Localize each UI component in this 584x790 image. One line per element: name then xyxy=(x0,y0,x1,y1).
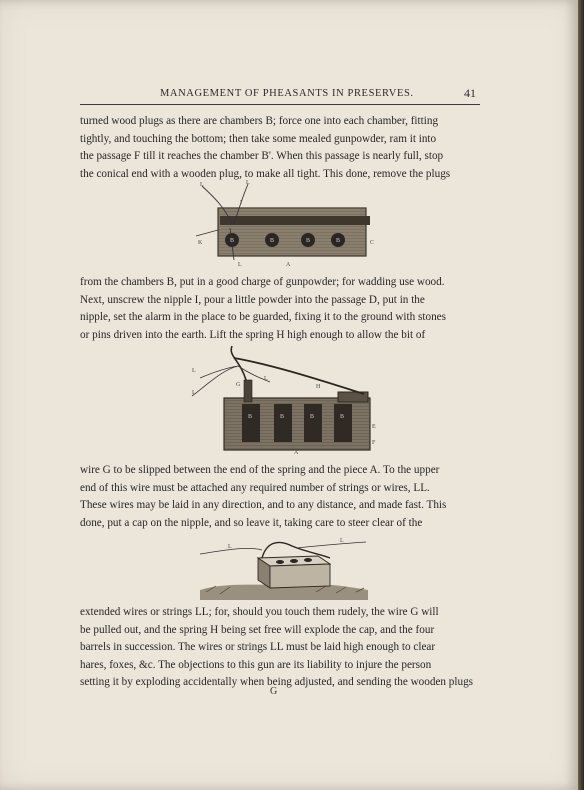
text-line: turned wood plugs as there are chambers B; force one into each chamber, fitting xyxy=(80,115,439,127)
text-line: tightly, and touching the bottom; then take some mealed gunpowder, ram it into xyxy=(80,132,437,145)
running-head xyxy=(80,86,480,105)
text-line: hares, foxes, &c. The objections to this gun are its liability to injure the person xyxy=(80,658,432,671)
text-line: from the chambers B, put in a good charge of gunpowder; for wadding use wood. xyxy=(80,276,445,288)
text-line: setting it by exploding accidentally when being adjusted, and sending the wooden plugs xyxy=(80,676,474,689)
fig2-label-h: H xyxy=(316,384,321,390)
fig1-label-k: K xyxy=(198,240,203,246)
fig1-label-b: B xyxy=(336,238,341,244)
chamber-hole xyxy=(290,559,298,563)
trip-wire xyxy=(296,542,366,548)
fig2-label-b: B xyxy=(340,414,345,420)
text-line: or pins driven into the earth. Lift the spring H high enough to allow the bit of xyxy=(80,328,426,341)
paragraph-1 xyxy=(80,113,480,183)
fig3-label-l: L xyxy=(340,538,344,544)
barrel-chamber xyxy=(334,404,352,442)
fig2-label-a: A xyxy=(294,450,299,455)
text-line: the passage F till it reaches the chamber B'. When this passage is nearly full, stop xyxy=(80,150,444,163)
chamber-hole xyxy=(304,558,312,562)
figure-1-top-view xyxy=(190,178,380,268)
fig1-label-l: L xyxy=(200,182,204,188)
text-line: done, put a cap on the nipple, and so leave it, taking care to steer clear of the xyxy=(80,516,423,529)
running-title: MANAGEMENT OF PHEASANTS IN PRESERVES. xyxy=(160,88,414,99)
fig3-label-l: L xyxy=(228,544,232,550)
fig2-label-f: F xyxy=(372,440,376,446)
fig1-label-c: C xyxy=(370,240,375,246)
fig2-label-l: L xyxy=(192,368,196,374)
fig2-label-i: I xyxy=(248,388,250,394)
text-line: extended wires or strings LL; for, should you touch them rudely, the wire G will xyxy=(80,606,439,618)
paragraph-3 xyxy=(80,462,480,532)
figure-2-section-view xyxy=(188,340,378,455)
fig2-label-l: L xyxy=(264,376,268,382)
block-front xyxy=(270,564,330,588)
fig1-label-b: B xyxy=(270,238,275,244)
text-line: These wires may be laid in any direction, and to any distance, and made fast. This xyxy=(80,499,447,512)
text-line: Next, unscrew the nipple I, pour a little powder into the passage D, put in the xyxy=(80,293,425,306)
text-line: wire G to be slipped between the end of the spring and the piece A. To the upper xyxy=(80,464,440,476)
fig2-label-b: B xyxy=(280,414,285,420)
barrel-chamber xyxy=(242,404,260,442)
fig1-label-b: B xyxy=(230,238,235,244)
spring xyxy=(231,346,246,380)
block-shading xyxy=(218,208,366,256)
fig2-label-b: B xyxy=(310,414,315,420)
spring-bar xyxy=(220,216,370,225)
book-edge xyxy=(578,0,584,790)
trip-wire xyxy=(196,230,218,236)
chamber-hole xyxy=(276,560,284,564)
paragraph-4 xyxy=(80,604,480,692)
page-number: 41 xyxy=(464,86,476,100)
fig1-label-l: L xyxy=(246,180,250,186)
spring-h xyxy=(234,358,364,394)
fig2-label-l: L xyxy=(192,390,196,396)
barrel-chamber xyxy=(274,404,292,442)
figure-3-set-in-field xyxy=(196,530,372,602)
text-line: the conical end with a wooden plug, to make all tight. This done, remove the plugs xyxy=(80,167,451,180)
fig2-label-e: E xyxy=(372,424,376,430)
fig1-label-b: B xyxy=(306,238,311,244)
spring xyxy=(262,542,330,558)
fig1-label-l: L xyxy=(238,262,242,268)
fig2-label-b: B xyxy=(248,414,253,420)
fig2-label-g: G xyxy=(236,382,241,388)
text-line: be pulled out, and the spring H being set free will explode the cap, and the four xyxy=(80,623,435,636)
fig1-label-i: I xyxy=(240,200,242,206)
text-line: barrels in succession. The wires or strings LL must be laid high enough to clear xyxy=(80,641,436,654)
fig1-label-a: A xyxy=(286,262,291,268)
text-line: nipple, set the alarm in the place to be guarded, fixing it to the ground with stones xyxy=(80,311,446,324)
paragraph-2 xyxy=(80,274,480,344)
text-line: end of this wire must be attached any required number of strings or wires, LL. xyxy=(80,481,430,494)
barrel-chamber xyxy=(304,404,322,442)
signature-mark: G xyxy=(270,686,278,697)
trip-wire xyxy=(192,366,238,396)
